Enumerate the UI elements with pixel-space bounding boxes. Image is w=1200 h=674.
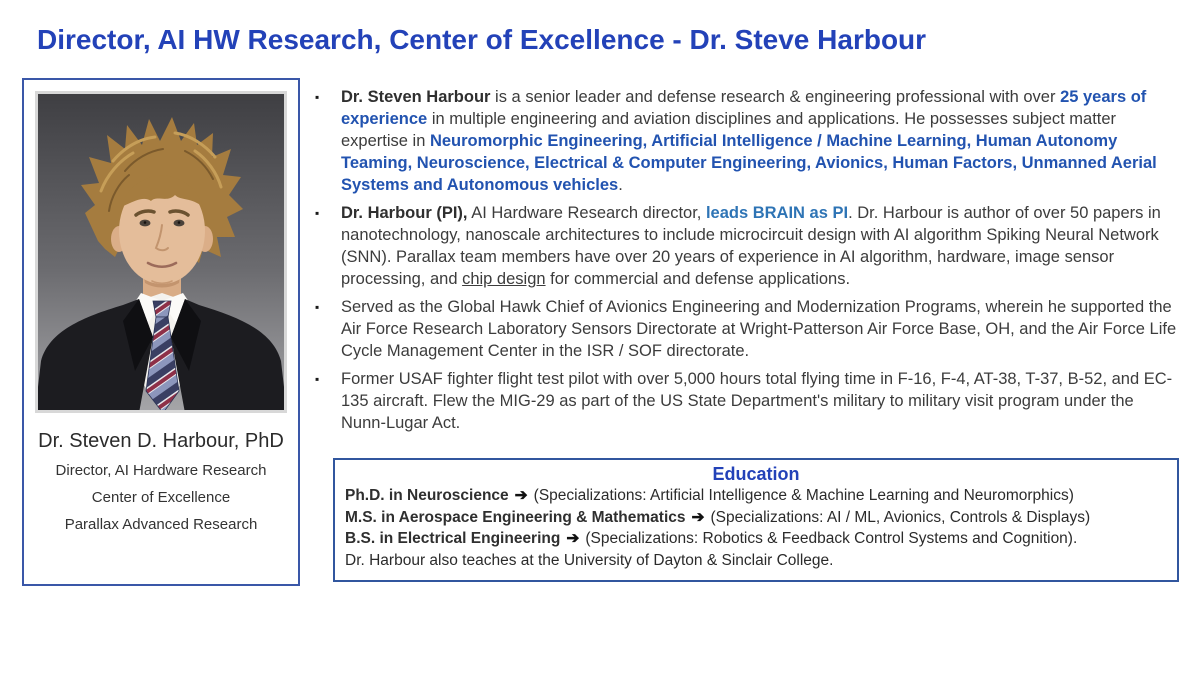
education-title: Education bbox=[712, 464, 800, 484]
portrait-photo bbox=[35, 91, 287, 413]
profile-org-line: Center of Excellence bbox=[91, 489, 231, 506]
education-line bbox=[345, 550, 1167, 572]
bullet-text bbox=[341, 368, 1183, 434]
text-run: Dr. Steven Harbour bbox=[341, 88, 491, 106]
text-run: Served as the Global Hawk Chief of Avionics Engineering and Modernization Programs, wherein he supported the Air Force Research Laboratory Sensors Directorate at Wright-Patterson Air Force Base, OH, and the Air Force Life Cycle Management Center in the ISR / SOF directorate. bbox=[341, 298, 1177, 360]
bullet-text bbox=[341, 202, 1183, 290]
text-run: Dr. Harbour also teaches at the University of Dayton & Sinclair College. bbox=[345, 551, 834, 569]
bullet-item bbox=[315, 86, 1183, 196]
text-run: chip design bbox=[462, 270, 546, 288]
bullet-square-icon: ▪ bbox=[315, 372, 320, 386]
education-lines bbox=[345, 485, 1167, 571]
text-run: (Specializations: Robotics & Feedback Control Systems and Cognition). bbox=[585, 530, 1078, 547]
text-run: B.S. in Electrical Engineering bbox=[345, 530, 561, 547]
education-box bbox=[333, 458, 1179, 582]
bullet-text bbox=[341, 86, 1183, 196]
text-run: Neuromorphic Engineering, Artificial Intelligence / Machine Learning, Human Autonomy Teaming, Neuroscience, Electrical & Computer Engineering, Avionics, Human Factors, Unmanned Aerial Systems and Autonomous vehicles bbox=[341, 132, 1157, 194]
text-run: Ph.D. in Neuroscience bbox=[345, 487, 509, 504]
education-line bbox=[345, 485, 1167, 507]
education-line bbox=[345, 528, 1167, 550]
text-run: Dr. Harbour (PI), bbox=[341, 204, 468, 222]
profile-caption bbox=[24, 429, 298, 534]
text-run: . Dr. Harbour is author of over 50 papers in nanotechnology, nanoscale architectures to include microcircuit design with AI algorithm Spiking Neural Network (SNN). Parallax team members have over 20 years of experience in AI algorithm, hardware, image sensor processing, and bbox=[341, 204, 1161, 288]
text-run: in multiple engineering and aviation disciplines and applications. He possesses subject matter expertise in bbox=[341, 110, 1117, 150]
slide-title: Director, AI HW Research, Center of Excellence - Dr. Steve Harbour bbox=[37, 24, 927, 55]
bullet-text bbox=[341, 296, 1183, 362]
bullet-item bbox=[315, 296, 1183, 362]
profile-card bbox=[22, 78, 300, 586]
bullet-square-icon: ▪ bbox=[315, 206, 320, 220]
bullet-square-icon: ▪ bbox=[315, 90, 320, 104]
text-run: leads BRAIN as PI bbox=[705, 204, 849, 222]
text-run: (Specializations: Artificial Intelligence & Machine Learning and Neuromorphics) bbox=[533, 487, 1074, 504]
text-run: is a senior leader and defense research & engineering professional with over bbox=[490, 88, 1061, 106]
bullet-square-icon: ▪ bbox=[315, 300, 320, 314]
profile-company-line: Parallax Advanced Research bbox=[64, 516, 258, 533]
profile-name: Dr. Steven D. Harbour, PhD bbox=[38, 430, 284, 452]
arrow-right-icon: ➔ bbox=[691, 508, 705, 526]
text-run: for commercial and defense applications. bbox=[545, 270, 851, 288]
arrow-right-icon: ➔ bbox=[566, 530, 580, 547]
bullet-list bbox=[315, 86, 1183, 440]
bullet-item bbox=[315, 368, 1183, 434]
text-run: (Specializations: AI / ML, Avionics, Controls & Displays) bbox=[710, 508, 1091, 526]
education-line bbox=[345, 507, 1167, 529]
text-run: . bbox=[618, 176, 623, 194]
text-run: M.S. in Aerospace Engineering & Mathematics bbox=[345, 508, 686, 526]
bullet-item bbox=[315, 202, 1183, 290]
text-run: 25 years of experience bbox=[341, 88, 1147, 128]
text-run: Former USAF fighter flight test pilot with over 5,000 hours total flying time in F-16, F-4, AT-38, T-37, B-52, and EC-135 aircraft. Flew the MIG-29 as part of the US State Department's military to military visit program under the Nunn-Lugar Act. bbox=[341, 370, 1173, 432]
profile-title-line: Director, AI Hardware Research bbox=[55, 462, 267, 479]
arrow-right-icon: ➔ bbox=[514, 487, 528, 504]
text-run: AI Hardware Research director, bbox=[467, 204, 706, 222]
